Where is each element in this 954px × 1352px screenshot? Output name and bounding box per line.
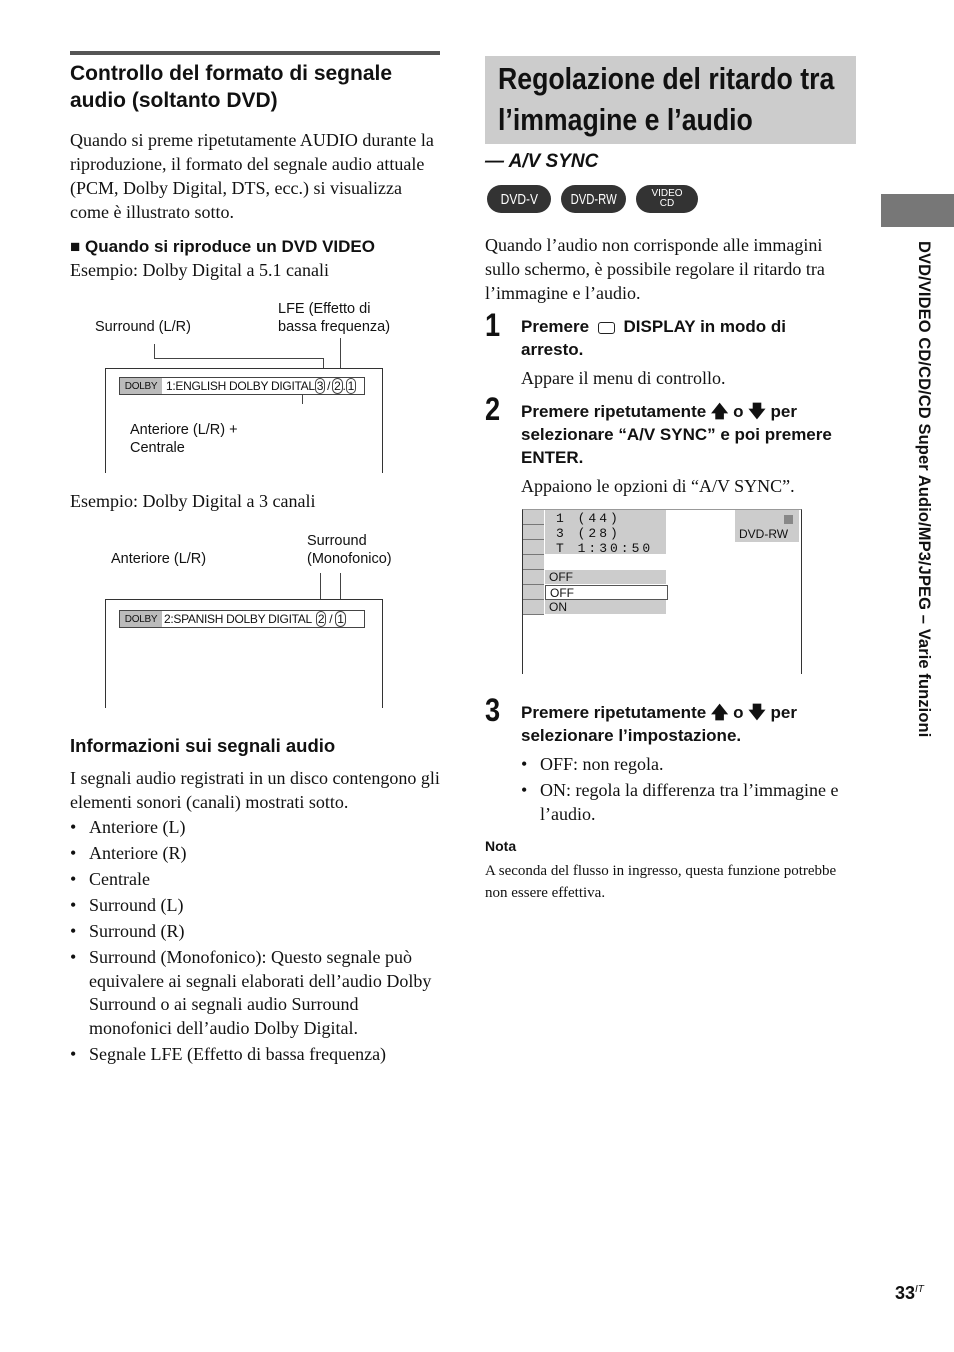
square-bullet-icon: ■	[70, 237, 81, 256]
arrow-up-icon: 🡅	[710, 402, 729, 421]
list-item: • OFF: non regola.	[521, 752, 861, 776]
setting-options-list	[521, 752, 861, 826]
section-rule	[70, 51, 440, 55]
arrow-down-icon: 🡇	[748, 402, 766, 421]
dvd-rw-badge: DVD-RW	[561, 185, 626, 213]
osd-screen	[105, 368, 383, 473]
section-heading: Controllo del formato di segnale audio (soltanto DVD)	[70, 62, 393, 112]
arrow-down-icon: 🡇	[748, 703, 766, 722]
label-front-center: Anteriore (L/R) + Centrale	[130, 422, 238, 456]
video-cd-badge: VIDEO CD	[636, 185, 698, 213]
diagram-3-channels	[70, 525, 440, 710]
channels-lfe: 1	[347, 379, 354, 393]
option-current: OFF	[545, 570, 666, 584]
info-heading: Informazioni sui segnali audio	[70, 735, 336, 756]
label-front-lr: Anteriore (L/R)	[111, 551, 207, 567]
channels-surround: 2	[334, 379, 341, 393]
step-1-number: 1	[485, 307, 501, 343]
menu-status-block: 1 (44) 3 (28) T 1:30:50	[545, 510, 666, 554]
chapter-tab-text: DVD/VIDEO CD/CD/CD Super Audio/MP3/JPEG – Varie funzioni	[915, 241, 933, 738]
example-51: Esempio: Dolby Digital a 5.1 canali	[70, 260, 329, 280]
page-number: $33^{IT}$	[895, 1283, 924, 1303]
option-off[interactable]: OFF	[545, 585, 668, 600]
step-2-result: Appaiono le opzioni di “A/V SYNC”.	[521, 476, 795, 496]
option-on[interactable]: ON	[545, 600, 666, 614]
step-2-number: 2	[485, 391, 501, 427]
note-text: A seconda del flusso in ingresso, questa funzione potrebbe non essere effettiva.	[485, 863, 837, 901]
label-lfe: LFE (Effetto di bassa frequenza)	[278, 301, 391, 335]
channels-surround-2: 1	[337, 612, 344, 626]
subheading-text: Quando si riproduce un DVD VIDEO	[85, 237, 375, 256]
channels-front: 3	[316, 379, 324, 393]
step-3-text: Premere ripetutamente 🡅 o 🡇 per selezionare l’impostazione.	[521, 703, 797, 745]
note-heading: Nota	[485, 838, 517, 854]
subtitle-av-sync: — A/V SYNC	[485, 151, 599, 172]
osd-screen-2	[105, 599, 383, 708]
dolby-icon: DOLBY	[120, 378, 162, 394]
diagram-51-channels	[70, 290, 440, 480]
dolby-icon: DOLBY	[120, 611, 162, 627]
list-item: • Surround (R)	[70, 920, 442, 944]
example-3ch: Esempio: Dolby Digital a 3 canali	[70, 491, 316, 511]
label-surround-mono: Surround (Monofonico)	[307, 533, 392, 567]
subheading-dvd-video	[70, 235, 440, 258]
osd-text-2: 2:SPANISH DOLBY DIGITAL	[164, 612, 312, 626]
step-2-text: Premere ripetutamente 🡅 o 🡇 per selezionare “A/V SYNC” e poi premere ENTER.	[521, 402, 832, 467]
list-item: • ON: regola la differenza tra l’immagine e l’audio.	[521, 778, 861, 826]
arrow-up-icon: 🡅	[710, 703, 729, 722]
list-item: • Anteriore (L)	[70, 816, 442, 840]
channels-front-2: 2	[317, 612, 325, 626]
disc-icon	[784, 515, 793, 524]
disc-type-label: DVD-RW	[739, 527, 789, 541]
display-button-icon	[598, 322, 615, 334]
disc-type-block	[735, 510, 799, 542]
dvd-v-badge: DVD-V	[487, 185, 551, 213]
osd-text: 1:ENGLISH DOLBY DIGITAL	[166, 379, 315, 393]
page-title: Regolazione del ritardo tra l’immagine e l’audio	[498, 61, 835, 137]
step-3-number: 3	[485, 692, 501, 728]
step-1-text: Premere DISPLAY in modo di arresto.	[521, 317, 786, 359]
chapter-tab	[881, 194, 954, 227]
step-1-result: Appare il menu di controllo.	[521, 368, 726, 388]
list-item: • Centrale	[70, 868, 442, 892]
menu-icon-column	[523, 510, 544, 614]
list-item: • Segnale LFE (Effetto di bassa frequenza)	[70, 1043, 442, 1067]
list-item: • Anteriore (R)	[70, 842, 442, 866]
osd-audio-bar-2: DOLBY 2:SPANISH DOLBY DIGITAL 2 / 1	[119, 610, 365, 628]
channel-list	[70, 816, 442, 1066]
intro-av-sync: Quando l’audio non corrisponde alle immagini sullo schermo, è possibile regolare il ritardo tra l’immagine e l’audio.	[485, 235, 825, 303]
control-menu-screen	[522, 509, 802, 674]
osd-audio-bar: DOLBY 1:ENGLISH DOLBY DIGITAL 3 / 2 . 1	[119, 377, 365, 395]
label-surround-lr: Surround (L/R)	[95, 319, 191, 335]
intro-paragraph: Quando si preme ripetutamente AUDIO durante la riproduzione, il formato del segnale audio attuale (PCM, Dolby Digital, DTS, ecc.) si visualizza come è illustrato sotto.	[70, 130, 434, 222]
list-item: • Surround (Monofonico): Questo segnale può equivalere ai segnali elaborati dell’audio Dolby Surround o ai segnali audio Surround monofonici dell’audio Dolby Digital.	[70, 946, 442, 1040]
info-intro: I segnali audio registrati in un disco contengono gli elementi sonori (canali) mostrati sotto.	[70, 768, 440, 812]
list-item: • Surround (L)	[70, 894, 442, 918]
